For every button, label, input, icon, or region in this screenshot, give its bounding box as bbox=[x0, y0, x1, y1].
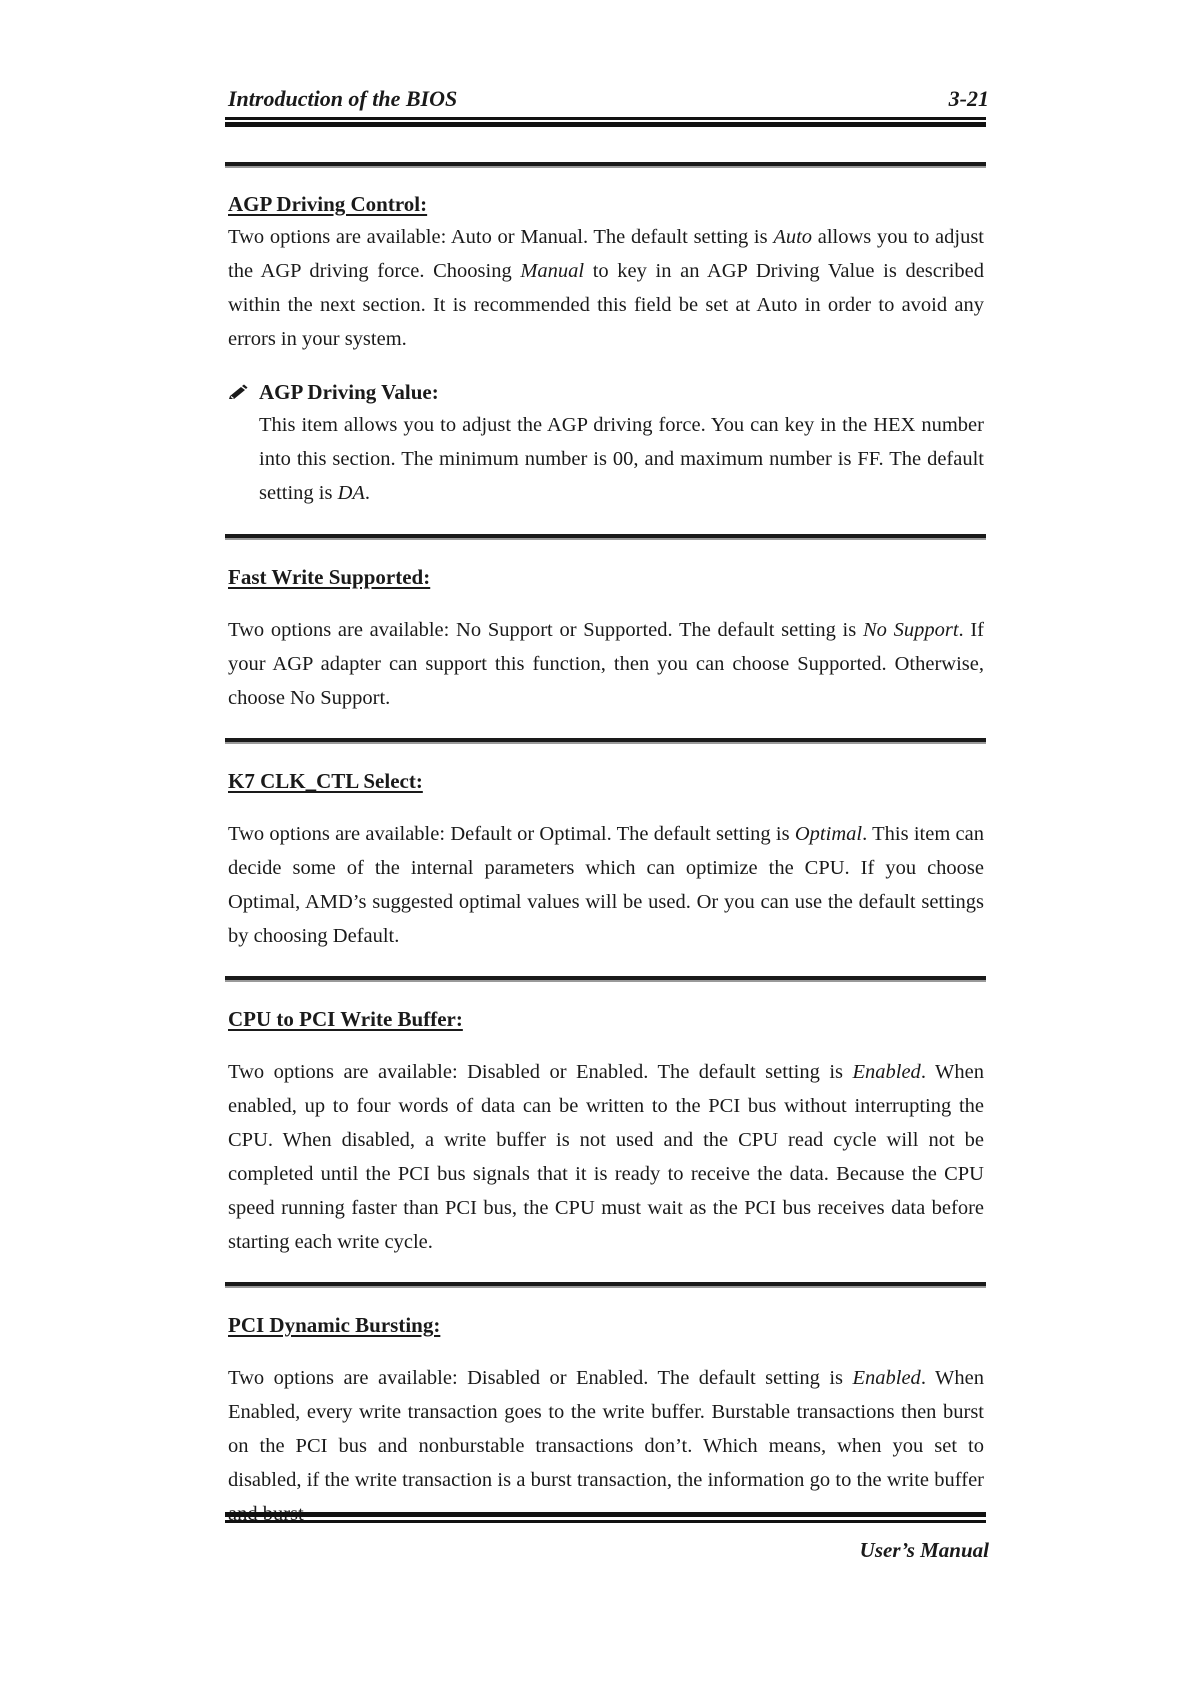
agp-driving-control-text: Two options are available: Auto or Manual. The default setting is Auto allows you to adjust the AGP driving force. Choosing Manual to key in an AGP Driving Value is described within the next section. It is recommended this field be set at Auto in order to avoid any errors in your system. bbox=[228, 226, 984, 350]
section-divider bbox=[225, 738, 986, 742]
section-divider bbox=[225, 162, 986, 166]
fast-write-supported-text: Two options are available: No Support or Supported. The default setting is No Support. If your AGP adapter can support this function, then you can choose Supported. Otherwise, choose No Support. bbox=[228, 619, 985, 709]
pci-dynamic-bursting-heading: PCI Dynamic Bursting: bbox=[228, 1313, 441, 1337]
header-rule-thin bbox=[225, 117, 986, 120]
k7-clk-ctl-select-heading: K7 CLK_CTL Select: bbox=[228, 769, 423, 793]
fast-write-supported-heading: Fast Write Supported: bbox=[228, 565, 431, 589]
k7-clk-ctl-select-text: Two options are available: Default or Optimal. The default setting is Optimal. This item can decide some of the internal parameters which can optimize the CPU. If you choose Optimal, AMD’s suggested optimal values will be used. Or you can use the default settings by choosing Default. bbox=[228, 823, 984, 947]
pci-dynamic-bursting-text: Two options are available: Disabled or Enabled. The default setting is Enabled. When Enabled, every write transaction goes to the write buffer. Burstable transactions then burst on the PCI bus and nonburstable transactions don’t. Which means, when you set to disabled, if the write transaction is a burst transaction, the information go to the write buffer bbox=[228, 1367, 984, 1491]
section-divider bbox=[225, 1282, 986, 1286]
header-title: Introduction of the BIOS bbox=[228, 86, 458, 111]
cpu-to-pci-write-buffer-text: Two options are available: Disabled or Enabled. The default setting is Enabled. When enabled, up to four words of data can be written to the PCI bus without interrupting the CPU. When disabled, a write buffer is not used and the CPU read cycle will not be completed until the PCI bus signals that it is ready to receive the data. Because the CPU speed running faster than PCI bus, the CPU must wait as the PCI bus receives data before starting each write cycle. bbox=[228, 1061, 984, 1253]
footer-text: User’s Manual bbox=[859, 1538, 989, 1562]
section-divider bbox=[225, 534, 986, 538]
header-rule-thick bbox=[225, 122, 986, 127]
agp-driving-value-heading: AGP Driving Value: bbox=[228, 380, 439, 405]
pencil-icon bbox=[228, 380, 250, 405]
section-divider bbox=[225, 976, 986, 980]
footer-rule-thin bbox=[225, 1520, 986, 1523]
page-number: 3-21 bbox=[948, 86, 989, 111]
footer-rule-thick bbox=[225, 1512, 986, 1517]
agp-driving-control-heading: AGP Driving Control: bbox=[228, 192, 428, 216]
cpu-to-pci-write-buffer-heading: CPU to PCI Write Buffer: bbox=[228, 1007, 463, 1031]
agp-driving-value-text: This item allows you to adjust the AGP driving force. You can key in the HEX number into this section. The minimum number is 00, and maximum number is FF. The default setting is DA. bbox=[259, 414, 984, 504]
